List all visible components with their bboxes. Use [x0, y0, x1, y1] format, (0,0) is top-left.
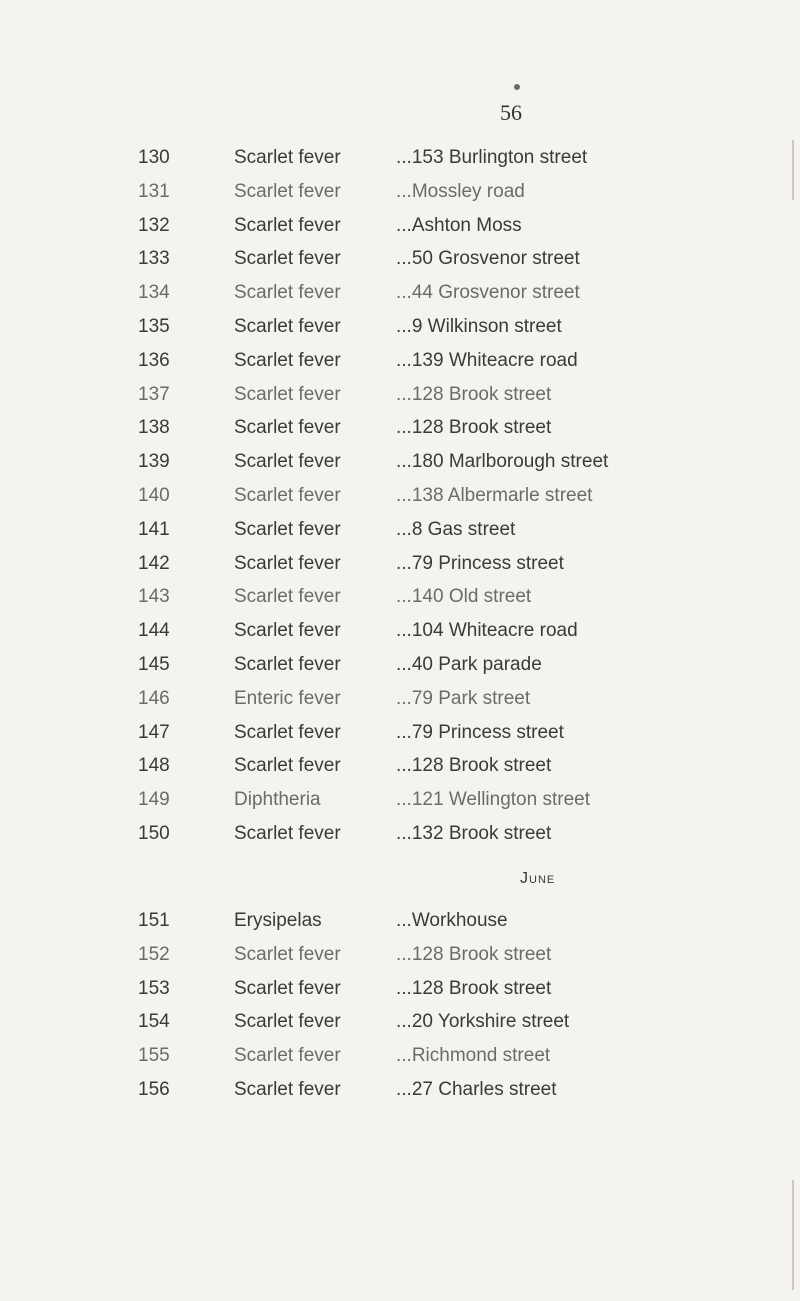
case-address: ...128 Brook street: [396, 943, 552, 965]
case-number: 154: [138, 1011, 170, 1033]
disease-name: Scarlet fever: [234, 349, 341, 371]
case-address: ...79 Princess street: [396, 552, 564, 574]
case-row: [0, 718, 800, 748]
page-edge-mark: [792, 1180, 794, 1290]
disease-name: Scarlet fever: [234, 823, 341, 844]
case-row: [0, 906, 800, 936]
case-address: ...8 Gas street: [396, 518, 516, 540]
case-row: [0, 380, 800, 410]
case-row: [0, 244, 800, 274]
case-address: ...79 Park street: [396, 687, 531, 709]
case-number: 135: [138, 316, 170, 337]
case-row: [0, 143, 800, 173]
case-number: 153: [138, 977, 170, 999]
case-number: 136: [138, 349, 170, 371]
case-row: [0, 346, 800, 376]
disease-name: Scarlet fever: [234, 214, 341, 236]
case-number: 137: [138, 383, 170, 405]
case-address: ...180 Marlborough street: [396, 451, 609, 473]
case-row: [0, 481, 800, 511]
disease-name: Scarlet fever: [234, 977, 341, 999]
case-address: ...128 Brook street: [396, 977, 552, 999]
case-address: ...Richmond street: [396, 1045, 551, 1067]
case-row: [0, 940, 800, 970]
case-number: 131: [138, 180, 170, 202]
disease-name: Scarlet fever: [234, 552, 341, 574]
case-row: [0, 582, 800, 612]
disease-name: Scarlet fever: [234, 586, 341, 608]
case-address: ...128 Brook street: [396, 417, 552, 439]
case-address: ...Mossley road: [396, 180, 525, 202]
case-number: 141: [138, 518, 170, 540]
case-row: [0, 515, 800, 545]
case-row: [0, 751, 800, 781]
case-address: ...121 Wellington street: [396, 789, 590, 811]
disease-name: Scarlet fever: [234, 147, 341, 168]
disease-name: Scarlet fever: [234, 518, 341, 540]
disease-name: Diphtheria: [234, 789, 321, 811]
disease-name: Enteric fever: [234, 687, 341, 709]
disease-name: Scarlet fever: [234, 721, 341, 743]
case-row: [0, 549, 800, 579]
disease-name: Scarlet fever: [234, 485, 341, 506]
case-number: 134: [138, 282, 170, 304]
case-row: [0, 447, 800, 477]
case-number: 145: [138, 654, 170, 675]
disease-name: Scarlet fever: [234, 383, 341, 405]
case-number: 155: [138, 1045, 170, 1067]
disease-name: Scarlet fever: [234, 943, 341, 965]
disease-name: Erysipelas: [234, 910, 322, 931]
disease-name: Scarlet fever: [234, 1079, 341, 1100]
case-number: 148: [138, 755, 170, 777]
case-address: ...20 Yorkshire street: [396, 1011, 570, 1033]
case-number: 156: [138, 1079, 170, 1100]
case-row: [0, 785, 800, 815]
case-number: 150: [138, 823, 170, 844]
case-row: [0, 819, 800, 849]
disease-name: Scarlet fever: [234, 1011, 341, 1033]
case-address: ...Ashton Moss: [396, 214, 522, 236]
case-address: ...44 Grosvenor street: [396, 282, 580, 304]
case-row: [0, 684, 800, 714]
case-address: ...140 Old street: [396, 586, 532, 608]
case-number: 140: [138, 485, 170, 506]
case-address: ...9 Wilkinson street: [396, 316, 562, 337]
disease-name: Scarlet fever: [234, 1045, 341, 1067]
case-address: ...27 Charles street: [396, 1079, 557, 1100]
case-row: [0, 177, 800, 207]
case-address: ...138 Albermarle street: [396, 485, 593, 506]
disease-name: Scarlet fever: [234, 180, 341, 202]
case-number: 152: [138, 943, 170, 965]
case-address: ...128 Brook street: [396, 755, 552, 777]
disease-name: Scarlet fever: [234, 755, 341, 777]
case-row: [0, 650, 800, 680]
case-number: 143: [138, 586, 170, 608]
disease-name: Scarlet fever: [234, 654, 341, 675]
case-number: 144: [138, 620, 170, 642]
case-address: ...139 Whiteacre road: [396, 349, 578, 371]
case-number: 132: [138, 214, 170, 236]
case-number: 142: [138, 552, 170, 574]
case-number: 149: [138, 789, 170, 811]
case-number: 130: [138, 147, 170, 168]
disease-name: Scarlet fever: [234, 417, 341, 439]
case-number: 139: [138, 451, 170, 473]
month-heading: June: [520, 870, 556, 887]
case-row: [0, 1007, 800, 1037]
case-address: ...132 Brook street: [396, 823, 552, 844]
case-number: 133: [138, 248, 170, 270]
case-row: [0, 974, 800, 1004]
case-row: [0, 413, 800, 443]
case-number: 151: [138, 910, 170, 931]
case-number: 146: [138, 687, 170, 709]
case-row: [0, 278, 800, 308]
case-row: [0, 312, 800, 342]
case-address: ...128 Brook street: [396, 383, 552, 405]
page-number: 56: [500, 100, 522, 125]
case-address: ...153 Burlington street: [396, 147, 588, 168]
case-address: ...104 Whiteacre road: [396, 620, 578, 642]
case-row: [0, 1075, 800, 1105]
disease-name: Scarlet fever: [234, 451, 341, 473]
case-row: [0, 1041, 800, 1071]
case-number: 138: [138, 417, 170, 439]
disease-name: Scarlet fever: [234, 620, 341, 642]
case-address: ...Workhouse: [396, 910, 508, 931]
disease-name: Scarlet fever: [234, 282, 341, 304]
case-row: [0, 211, 800, 241]
case-address: ...50 Grosvenor street: [396, 248, 580, 270]
disease-name: Scarlet fever: [234, 248, 341, 270]
case-address: ...79 Princess street: [396, 721, 564, 743]
case-row: [0, 616, 800, 646]
case-address: ...40 Park parade: [396, 654, 542, 675]
ink-speck: [514, 84, 520, 90]
case-number: 147: [138, 721, 170, 743]
disease-name: Scarlet fever: [234, 316, 341, 337]
